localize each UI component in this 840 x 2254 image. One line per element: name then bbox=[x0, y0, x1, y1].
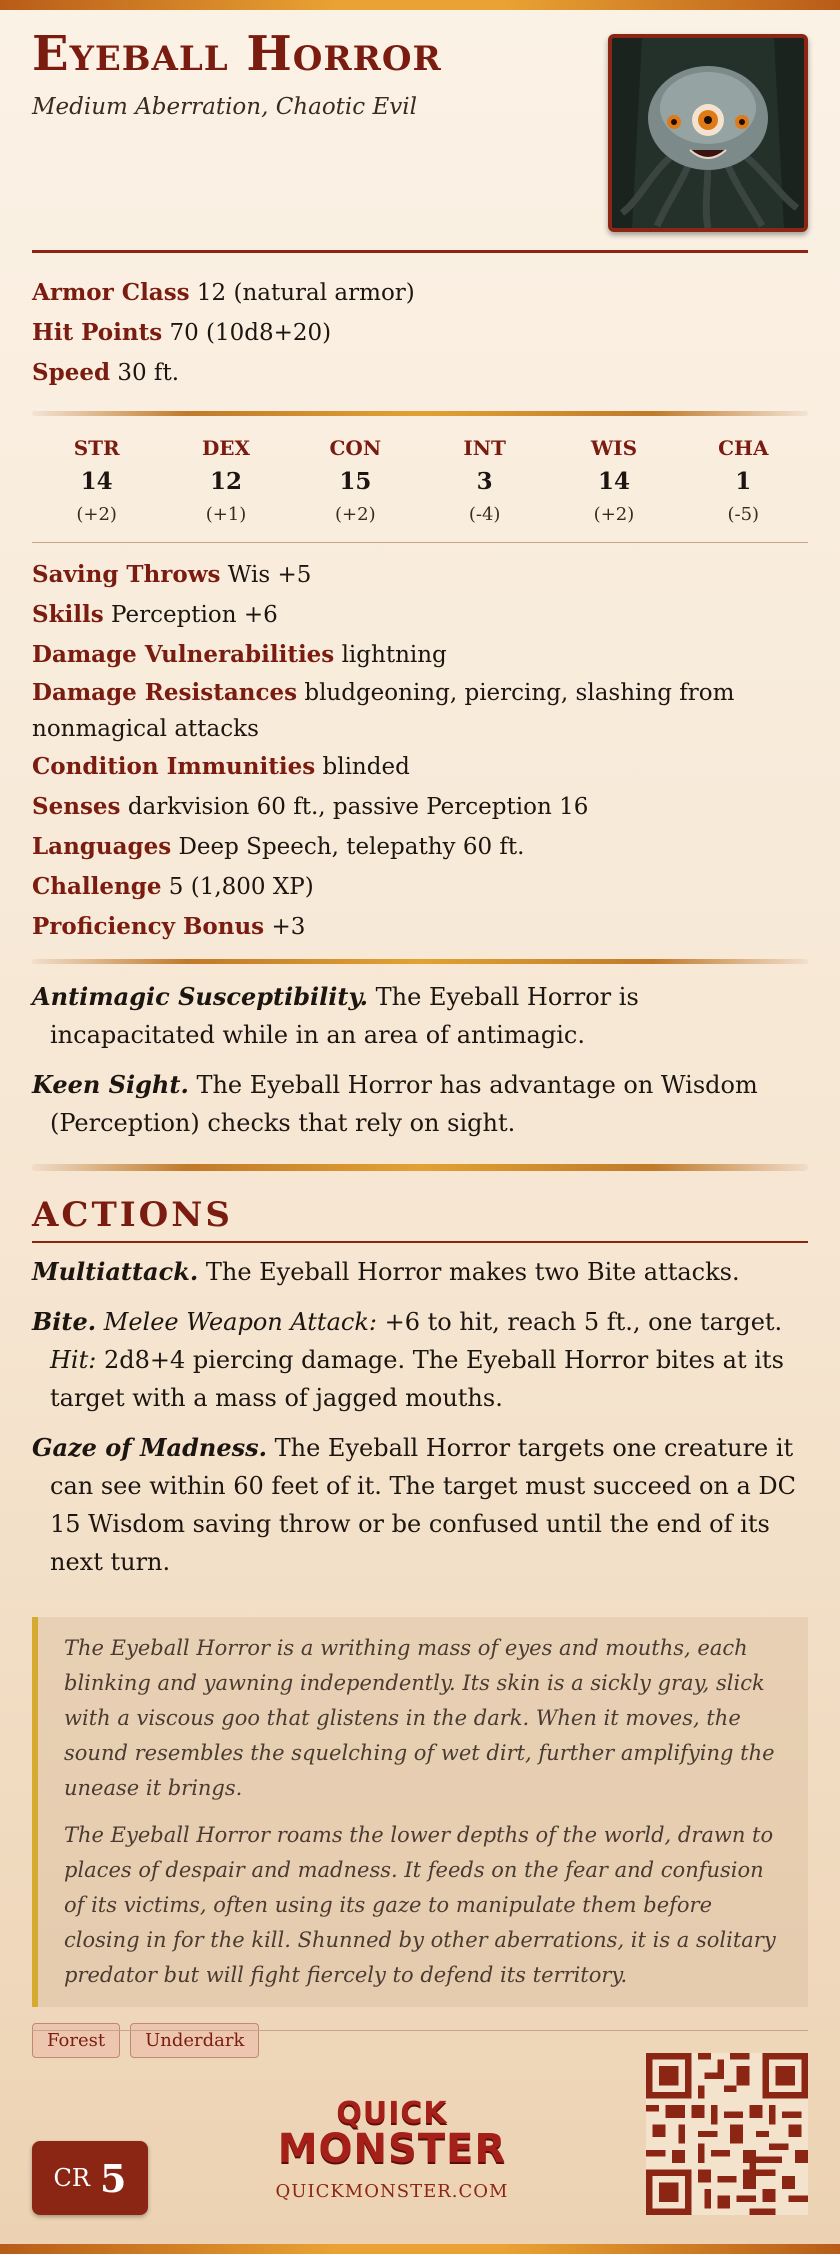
cr-label: CR bbox=[53, 2164, 90, 2192]
ability-score: 14 bbox=[597, 468, 630, 495]
action-bite bbox=[32, 1303, 808, 1417]
lore-paragraph: The Eyeball Horror roams the lower depths of the world, drawn to places of despair and madness. It feeds on the fear and confusion of its victims, often using its gaze to manipulate them before closing in for the kill. Shunned by other aberrations, it is a solitary predator but will fight fiercely to defend its territory. bbox=[64, 1823, 776, 1987]
speed-label: Speed bbox=[32, 359, 111, 386]
ability-score: 3 bbox=[476, 468, 493, 495]
ability-score: 12 bbox=[209, 468, 242, 495]
site-link[interactable]: QUICKMONSTER.COM bbox=[275, 2181, 509, 2202]
hit-points-value: 70 (10d8+20) bbox=[169, 320, 332, 346]
challenge-rating-badge bbox=[32, 2141, 148, 2215]
trait-antimagic bbox=[32, 978, 808, 1054]
trait-keen-sight bbox=[32, 1066, 808, 1142]
traits-section bbox=[32, 964, 808, 1164]
hit-text: 2d8+4 piercing damage. The Eyeball Horror bites at its target with a mass of jagged mouths. bbox=[50, 1346, 784, 1412]
proficiency-bonus-label: Proficiency Bonus bbox=[32, 913, 265, 940]
senses-label: Senses bbox=[32, 793, 121, 820]
condition-immunities bbox=[32, 747, 808, 787]
proficiency-bonus-value: +3 bbox=[271, 914, 306, 940]
stat-block bbox=[32, 0, 808, 2202]
trait-text: The Eyeball Horror has advantage on Wisdom (Perception) checks that rely on sight. bbox=[50, 1071, 758, 1137]
languages-value: Deep Speech, telepathy 60 ft. bbox=[178, 834, 525, 860]
skills bbox=[32, 595, 808, 635]
damage-vulnerabilities-label: Damage Vulnerabilities bbox=[32, 641, 335, 668]
ability-name: CHA bbox=[718, 436, 769, 460]
actions-heading: ACTIONS bbox=[32, 1195, 233, 1235]
saving-throws-label: Saving Throws bbox=[32, 561, 221, 588]
tag-forest[interactable]: Forest bbox=[32, 2023, 120, 2058]
attack-type: Melee Weapon Attack: bbox=[103, 1308, 377, 1336]
ability-modifier: (-4) bbox=[468, 504, 501, 525]
ability-dex bbox=[161, 432, 290, 530]
challenge-value: 5 (1,800 XP) bbox=[168, 874, 314, 900]
action-name: Bite. bbox=[32, 1307, 97, 1336]
ability-int bbox=[420, 432, 549, 530]
senses-value: darkvision 60 ft., passive Perception 16 bbox=[127, 794, 589, 820]
armor-class bbox=[32, 273, 808, 313]
defense-properties bbox=[32, 253, 808, 411]
damage-resistances-label: Damage Resistances bbox=[32, 679, 298, 706]
languages bbox=[32, 827, 808, 867]
lore-paragraph: The Eyeball Horror is a writhing mass of eyes and mouths, each blinking and yawning independently. Its skin is a sickly gray, slick with a viscous goo that glistens in the dark. When it moves, the sound resembles the squelching of wet dirt, further amplifying the unease it brings. bbox=[64, 1636, 775, 1800]
ability-modifier: (-5) bbox=[727, 504, 760, 525]
hit-points bbox=[32, 313, 808, 353]
qr-code-icon[interactable] bbox=[646, 2053, 808, 2215]
monster-type-line: Medium Aberration, Chaotic Evil bbox=[32, 94, 417, 120]
ability-modifier: (+2) bbox=[76, 504, 117, 525]
attack-text: +6 to hit, reach 5 ft., one target. bbox=[384, 1308, 783, 1336]
ability-modifier: (+2) bbox=[335, 504, 376, 525]
ability-score: 14 bbox=[80, 468, 113, 495]
ability-name: DEX bbox=[201, 436, 251, 460]
ability-name: INT bbox=[463, 436, 506, 460]
ability-name: CON bbox=[329, 436, 382, 460]
hit-label: Hit: bbox=[50, 1346, 97, 1374]
monster-portrait[interactable] bbox=[608, 34, 808, 232]
section-divider bbox=[32, 1164, 808, 1171]
ability-wis bbox=[549, 432, 678, 530]
challenge bbox=[32, 867, 808, 907]
logo-line-2: MONSTER bbox=[277, 2126, 507, 2172]
saving-throws bbox=[32, 555, 808, 595]
eyeball-horror-portrait-icon bbox=[612, 38, 804, 228]
armor-class-label: Armor Class bbox=[32, 279, 190, 306]
logo-line-1: QUICK bbox=[336, 2096, 448, 2131]
ability-name: WIS bbox=[590, 436, 638, 460]
speed-value: 30 ft. bbox=[117, 360, 180, 386]
detail-properties bbox=[32, 543, 808, 959]
monster-name: Eyeball Horror bbox=[32, 26, 442, 82]
hit-points-label: Hit Points bbox=[32, 319, 163, 346]
action-name: Gaze of Madness. bbox=[32, 1433, 267, 1462]
trait-name: Keen Sight. bbox=[32, 1070, 189, 1099]
bottom-accent-bar bbox=[0, 2244, 840, 2254]
damage-vulnerabilities-value: lightning bbox=[341, 642, 447, 668]
damage-vulnerabilities bbox=[32, 635, 808, 675]
ability-scores bbox=[32, 416, 808, 542]
actions-section bbox=[32, 1243, 808, 1603]
armor-class-value: 12 (natural armor) bbox=[196, 280, 415, 306]
quickmonster-logo[interactable] bbox=[272, 2096, 512, 2202]
skills-value: Perception +6 bbox=[111, 602, 278, 628]
proficiency-bonus bbox=[32, 907, 808, 947]
ability-modifier: (+1) bbox=[205, 504, 247, 525]
lore-box bbox=[32, 1617, 808, 2007]
damage-resistances bbox=[32, 675, 808, 747]
cr-value: 5 bbox=[99, 2155, 127, 2201]
skills-label: Skills bbox=[32, 601, 104, 628]
ability-score: 15 bbox=[339, 468, 372, 495]
senses bbox=[32, 787, 808, 827]
trait-name: Antimagic Susceptibility. bbox=[32, 982, 369, 1011]
ability-name: STR bbox=[73, 436, 120, 460]
languages-label: Languages bbox=[32, 833, 172, 860]
speed bbox=[32, 353, 808, 393]
trait-text: The Eyeball Horror is incapacitated while in an area of antimagic. bbox=[50, 983, 639, 1049]
action-text: The Eyeball Horror targets one creature it can see within 60 feet of it. The target must succeed on a DC 15 Wisdom saving throw or be confused until the end of its next turn. bbox=[50, 1434, 797, 1576]
action-multiattack bbox=[32, 1253, 808, 1291]
tag-underdark[interactable]: Underdark bbox=[130, 2023, 259, 2058]
ability-score: 1 bbox=[735, 468, 752, 495]
saving-throws-value: Wis +5 bbox=[227, 562, 312, 588]
monster-header bbox=[32, 0, 808, 250]
challenge-label: Challenge bbox=[32, 873, 162, 900]
damage-resistances-value: bludgeoning, piercing, slashing from nonmagical attacks bbox=[32, 680, 735, 742]
condition-immunities-value: blinded bbox=[322, 754, 410, 780]
ability-modifier: (+2) bbox=[593, 504, 635, 525]
ability-str bbox=[32, 432, 161, 530]
action-text: The Eyeball Horror makes two Bite attacks. bbox=[205, 1258, 740, 1286]
action-gaze-of-madness bbox=[32, 1429, 808, 1581]
ability-cha bbox=[679, 432, 808, 530]
ability-con bbox=[291, 432, 420, 530]
action-name: Multiattack. bbox=[32, 1257, 199, 1286]
condition-immunities-label: Condition Immunities bbox=[32, 753, 316, 780]
footer bbox=[32, 2030, 808, 2231]
